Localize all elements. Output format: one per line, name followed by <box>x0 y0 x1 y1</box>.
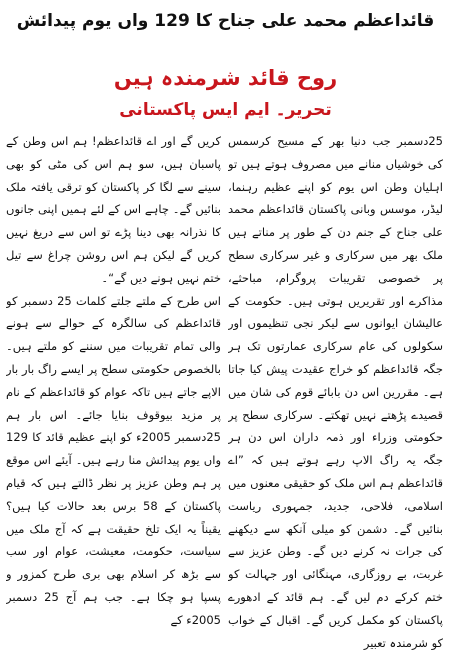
article-byline: تحریر۔ ایم ایس پاکستانی <box>119 100 332 120</box>
column-left-paragraph-1: کریں گے اور اے قائداعظم! ہم اس وطن کے پاسبان ہیں، سو ہم اس کی مٹی کو بھی سینے سے لگا کر پاکستان کو ترقی یافتہ ملک بنائیں گے۔ چاہے اس کے لئے ہمیں اپنی جانوں کا نذرانہ بھی دینا پڑے تو اس سے دریغ نہیں کریں گے لیکن ہم اس روشن چراغ سے تیل ختم نہیں ہونے دیں گے“۔ <box>6 134 221 285</box>
column-right-paragraph: 25دسمبر جب دنیا بھر کے مسیح کرسمس کی خوشیاں منانے میں مصروف ہوتے ہیں تو اہلیان وطن اس یوم کو اپنے عظیم رہنما، لیڈر، موسس وبانی پاکستان قائداعظم محمد علی جناح کے جنم دن کے طور پر مناتے ہیں ملک بھر میں سرکاری و غیر سرکاری سطح پر خصوصی تقریبات پروگرام، مباحثے، مذاکرے اور تقریریں ہوتی ہیں۔ حکومت کے عالیشان ایوانوں سے لیکر نجی تنظیموں اور سکولوں کی عام سرکاری عمارتوں تک ہر جگہ قائداعظم کو خراج عقیدت پیش کیا جاتا ہے۔ مقررین اس دن بابائے قوم کی شان میں قصیدے پڑھتے نہیں تھکتے۔ سرکاری سطح پر حکومتی وزراء اور ذمہ داران اس دن ہر جگہ یہ راگ الاپ رہے ہوتے ہیں کہ ”اے قائداعظم ہم اس ملک کو حقیقی معنوں میں اسلامی، فلاحی، جدید، جمہوری ریاست بنائیں گے۔ دشمن کو میلی آنکھ سے دیکھنے کی جرات نہ کرنے دیں گے۔ وطن عزیز سے غربت، بے روزگاری، مہنگائی اور جہالت کو ختم کرکے دم لیں گے۔ ہم قائد کے ادھورے پاکستان کو مکمل کریں گے۔ اقبال کے خواب کو شرمندہ تعبیر <box>228 134 443 650</box>
article-column-left <box>6 130 221 650</box>
column-left-paragraph-2: اس طرح کے ملتے جلتے کلمات 25 دسمبر کو قائداعظم کی سالگرہ کے حوالے سے ہونے والی تمام تقریبات میں سننے کو ملتے ہیں۔ بالخصوص حکومتی سطح پر ایسے راگ بار بار الاپے جاتے ہیں تاکہ عوام کو قائداعظم کے نام پر مزید بیوقوف بنایا جائے۔ اس بار ہم 25دسمبر 2005ء کو اپنے عظیم قائد کا 129 واں یوم پیدائش منا رہے ہیں۔ آیئے اس موقع پر ہم وطن عزیز پر نظر ڈالتے ہیں کہ قیام پاکستان کے 58 برس بعد حالات کیا ہیں؟ یقیناً یہ ایک تلخ حقیقت ہے کہ آج ملک میں سیاست، حکومت، معیشت، عوام اور سب سے بڑھ کر اسلام بھی بری طرح کمزور و پسپا ہو چکا ہے۔ جب ہم آج 25 دسمبر 2005ء کے <box>6 293 221 627</box>
article-column-right <box>228 130 443 650</box>
article-title: روح قائد شرمندہ ہیں <box>113 66 338 90</box>
article-heading: قائداعظم محمد علی جناح کا 129 واں یوم پیدائش <box>16 11 435 31</box>
